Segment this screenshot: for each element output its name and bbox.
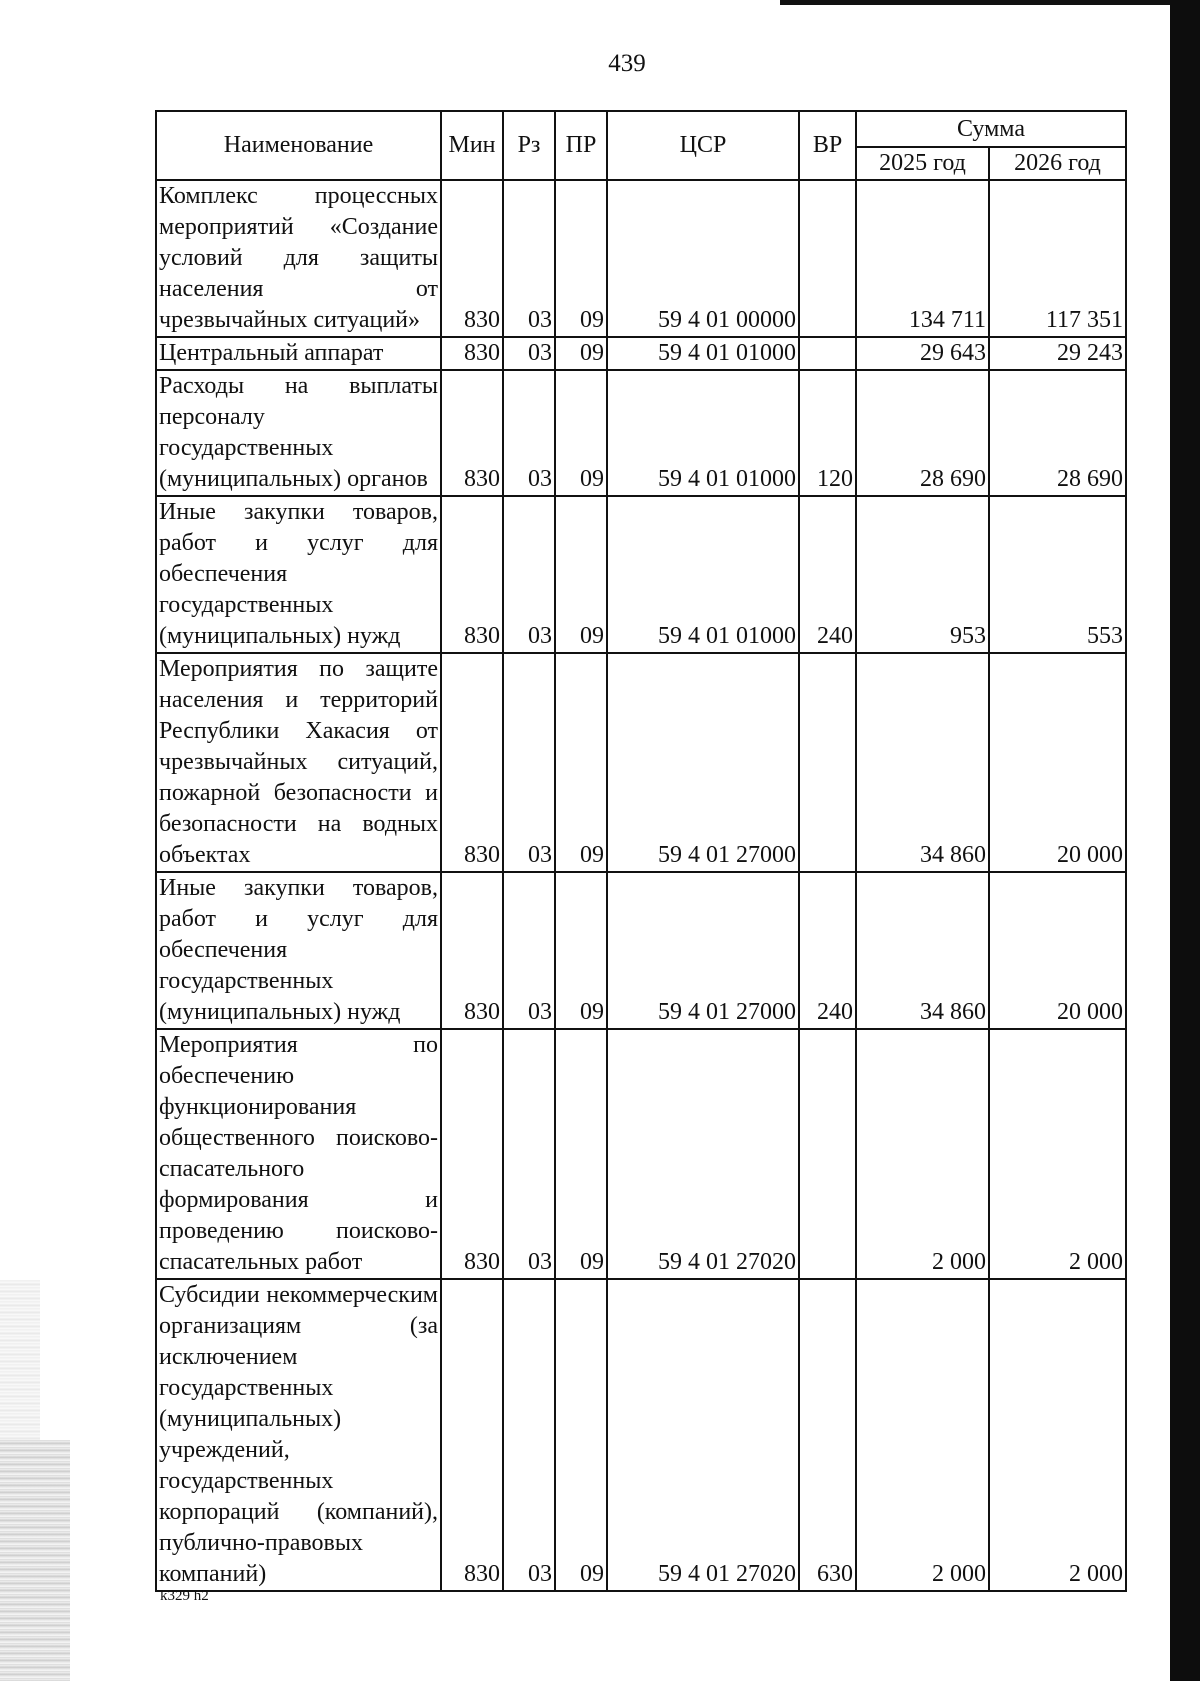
row-vr: 120 — [799, 370, 856, 496]
row-2026: 28 690 — [989, 370, 1126, 496]
row-rz: 03 — [503, 496, 555, 653]
row-csr: 59 4 01 27020 — [607, 1279, 799, 1591]
row-pr: 09 — [555, 1279, 607, 1591]
row-2025: 28 690 — [856, 370, 989, 496]
row-rz: 03 — [503, 1279, 555, 1591]
row-csr: 59 4 01 27000 — [607, 653, 799, 872]
row-vr — [799, 653, 856, 872]
row-min: 830 — [441, 496, 503, 653]
scan-noise — [0, 1440, 70, 1681]
row-rz: 03 — [503, 180, 555, 337]
page-number: 439 — [608, 50, 646, 77]
row-csr: 59 4 01 27020 — [607, 1029, 799, 1279]
row-2025: 953 — [856, 496, 989, 653]
budget-table — [155, 110, 1127, 1592]
table-row — [156, 1029, 1126, 1279]
table-row — [156, 496, 1126, 653]
row-pr: 09 — [555, 370, 607, 496]
row-pr: 09 — [555, 653, 607, 872]
row-csr: 59 4 01 01000 — [607, 337, 799, 370]
row-pr: 09 — [555, 1029, 607, 1279]
row-rz: 03 — [503, 337, 555, 370]
row-2026: 20 000 — [989, 872, 1126, 1029]
row-vr: 240 — [799, 496, 856, 653]
header-sum: Сумма — [856, 111, 1126, 147]
row-2025: 34 860 — [856, 872, 989, 1029]
row-min: 830 — [441, 1029, 503, 1279]
header-name: Наименование — [156, 111, 441, 180]
row-pr: 09 — [555, 337, 607, 370]
row-2026: 29 243 — [989, 337, 1126, 370]
row-rz: 03 — [503, 653, 555, 872]
header-2026: 2026 год — [989, 147, 1126, 180]
row-name: Мероприятия по защите населения и территорий Республики Хакасия от чрезвычайных ситуаций, пожарной безопасности и безопасности на водных объектах — [156, 653, 441, 872]
row-2026: 20 000 — [989, 653, 1126, 872]
row-name: Иные закупки товаров, работ и услуг для обеспечения государственных (муниципальных) нужд — [156, 496, 441, 653]
row-name: Расходы на выплаты персоналу государственных (муниципальных) органов — [156, 370, 441, 496]
row-name: Субсидии некоммерческим организациям (за исключением государственных (муниципальных) учреждений, государственных корпораций (компаний), публично-правовых компаний) — [156, 1279, 441, 1591]
row-2026: 2 000 — [989, 1279, 1126, 1591]
scan-noise — [0, 1280, 40, 1440]
row-rz: 03 — [503, 872, 555, 1029]
row-csr: 59 4 01 01000 — [607, 370, 799, 496]
header-pr: ПР — [555, 111, 607, 180]
header-2025: 2025 год — [856, 147, 989, 180]
row-csr: 59 4 01 00000 — [607, 180, 799, 337]
row-name: Иные закупки товаров, работ и услуг для обеспечения государственных (муниципальных) нужд — [156, 872, 441, 1029]
row-rz: 03 — [503, 1029, 555, 1279]
table-row — [156, 370, 1126, 496]
row-2025: 134 711 — [856, 180, 989, 337]
row-2025: 2 000 — [856, 1029, 989, 1279]
table-row — [156, 337, 1126, 370]
table-row — [156, 653, 1126, 872]
row-2025: 29 643 — [856, 337, 989, 370]
row-min: 830 — [441, 337, 503, 370]
header-min: Мин — [441, 111, 503, 180]
row-vr: 630 — [799, 1279, 856, 1591]
row-vr: 240 — [799, 872, 856, 1029]
row-csr: 59 4 01 27000 — [607, 872, 799, 1029]
footer-code: k329 h2 — [160, 1588, 209, 1604]
row-name: Комплекс процессных мероприятий «Создание условий для защиты населения от чрезвычайных ситуаций» — [156, 180, 441, 337]
row-2025: 34 860 — [856, 653, 989, 872]
row-2026: 553 — [989, 496, 1126, 653]
row-min: 830 — [441, 872, 503, 1029]
row-min: 830 — [441, 653, 503, 872]
header-rz: Рз — [503, 111, 555, 180]
row-min: 830 — [441, 1279, 503, 1591]
row-2026: 117 351 — [989, 180, 1126, 337]
row-2025: 2 000 — [856, 1279, 989, 1591]
row-pr: 09 — [555, 872, 607, 1029]
row-rz: 03 — [503, 370, 555, 496]
header-vr: ВР — [799, 111, 856, 180]
row-pr: 09 — [555, 496, 607, 653]
table-row — [156, 180, 1126, 337]
scan-edge-right — [1170, 0, 1200, 1681]
row-vr — [799, 180, 856, 337]
row-vr — [799, 1029, 856, 1279]
scan-edge-top — [780, 0, 1200, 5]
row-name: Мероприятия по обеспечению функционирования общественного поисково-спасательного формирования и проведению поисково-спасательных работ — [156, 1029, 441, 1279]
row-min: 830 — [441, 370, 503, 496]
row-min: 830 — [441, 180, 503, 337]
row-pr: 09 — [555, 180, 607, 337]
row-csr: 59 4 01 01000 — [607, 496, 799, 653]
table-row — [156, 1279, 1126, 1591]
header-csr: ЦСР — [607, 111, 799, 180]
row-name: Центральный аппарат — [156, 337, 441, 370]
row-2026: 2 000 — [989, 1029, 1126, 1279]
table-row — [156, 872, 1126, 1029]
row-vr — [799, 337, 856, 370]
